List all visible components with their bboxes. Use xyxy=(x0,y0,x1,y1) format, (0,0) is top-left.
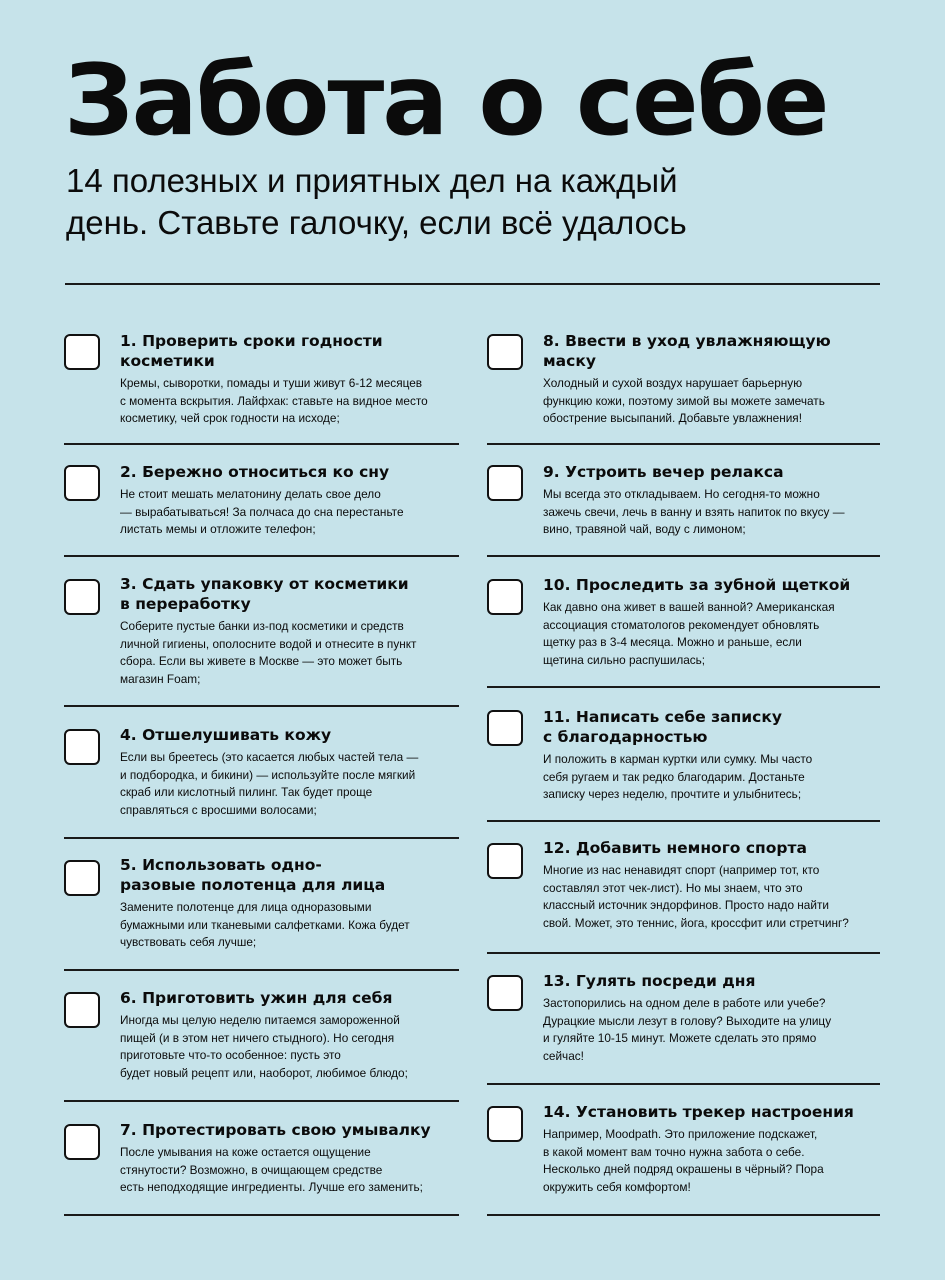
item-description: Соберите пустые банки из-под косметики и средств личной гигиены, ополосните водой и отнесите в пункт сбора. Если вы живете в Москве — это может быть магазин Foam; xyxy=(120,619,417,686)
item-title: 2. Бережно относиться ко сну xyxy=(120,463,390,481)
checkbox[interactable] xyxy=(64,579,100,615)
checkbox[interactable] xyxy=(487,843,523,879)
item-title: 10. Проследить за зубной щеткой xyxy=(543,576,851,594)
item-divider xyxy=(64,555,459,557)
checkbox[interactable] xyxy=(487,579,523,615)
item-description: После умывания на коже остается ощущение стянутости? Возможно, в очищающем средстве есть неподходящие ингредиенты. Лучше его заменить; xyxy=(120,1145,423,1194)
item-description: Замените полотенце для лица одноразовыми бумажными или тканевыми салфетками. Кожа будет чувствовать себя лучше; xyxy=(120,900,410,949)
item-title: 1. Проверить сроки годности косметики xyxy=(120,332,383,370)
item-title: 3. Сдать упаковку от косметики в переработку xyxy=(120,575,409,613)
item-title: 13. Гулять посреди дня xyxy=(543,972,756,990)
item-title: 8. Ввести в уход увлажняющую маску xyxy=(543,332,831,370)
checkbox[interactable] xyxy=(487,975,523,1011)
item-divider xyxy=(487,1214,880,1216)
item-title: 12. Добавить немного спорта xyxy=(543,839,807,857)
item-title: 5. Использовать одно- разовые полотенца для лица xyxy=(120,856,386,894)
item-description: Многие из нас ненавидят спорт (например тот, кто составлял этот чек-лист). Но мы знаем, что это классный источник эндорфинов. Просто надо найти свой. Может, это теннис, йога, кроссфит или стретчинг? xyxy=(543,863,849,930)
item-divider xyxy=(64,1214,459,1216)
page-title: Забота о себе xyxy=(64,44,828,158)
item-description: Холодный и сухой воздух нарушает барьерную функцию кожи, поэтому зимой вы можете замечать обострение высыпаний. Добавьте увлажнения! xyxy=(543,376,825,425)
header-divider xyxy=(65,283,880,285)
item-divider xyxy=(64,969,459,971)
checkbox[interactable] xyxy=(487,334,523,370)
item-divider xyxy=(64,705,459,707)
item-title: 4. Отшелушивать кожу xyxy=(120,726,332,744)
item-description: Как давно она живет в вашей ванной? Американская ассоциация стоматологов рекомендует обновлять щетку раз в 3-4 месяца. Можно и раньше, если щетина сильно распушилась; xyxy=(543,600,835,667)
item-description: Не стоит мешать мелатонину делать свое дело — вырабатываться! За полчаса до сна перестаньте листать мемы и отложите телефон; xyxy=(120,487,404,536)
item-title: 7. Протестировать свою умывалку xyxy=(120,1121,431,1139)
item-divider xyxy=(487,952,880,954)
item-description: Кремы, сыворотки, помады и туши живут 6-12 месяцев с момента вскрытия. Лайфхак: ставьте на видное место косметику, чей срок годности на исходе; xyxy=(120,376,428,425)
item-divider xyxy=(487,820,880,822)
item-title: 6. Приготовить ужин для себя xyxy=(120,989,393,1007)
checkbox[interactable] xyxy=(487,710,523,746)
checkbox[interactable] xyxy=(64,992,100,1028)
item-divider xyxy=(64,1100,459,1102)
item-description: Если вы бреетесь (это касается любых частей тела — и подбородка, и бикини) — используйте после мягкий скраб или кислотный пилинг. Так будет проще справляться с вросшими волосами; xyxy=(120,750,419,817)
checkbox[interactable] xyxy=(64,1124,100,1160)
checkbox[interactable] xyxy=(64,465,100,501)
item-description: И положить в карман куртки или сумку. Мы часто себя ругаем и так редко благодарим. Достаньте записку через неделю, прочтите и улыбнитесь; xyxy=(543,752,813,801)
item-divider xyxy=(487,686,880,688)
item-divider xyxy=(487,555,880,557)
checkbox[interactable] xyxy=(487,1106,523,1142)
item-title: 11. Написать себе записку с благодарностью xyxy=(543,708,782,746)
checkbox[interactable] xyxy=(487,465,523,501)
item-description: Застопорились на одном деле в работе или учебе? Дурацкие мысли лезут в голову? Выходите на улицу и гуляйте 10-15 минут. Можете сделать это прямо сейчас! xyxy=(543,996,832,1063)
item-divider xyxy=(64,837,459,839)
item-description: Мы всегда это откладываем. Но сегодня-то можно зажечь свечи, лечь в ванну и взять напиток по вкусу — вино, травяной чай, воду с лимоном; xyxy=(543,487,845,536)
page-subtitle: 14 полезных и приятных дел на каждый день. Ставьте галочку, если всё удалось xyxy=(66,162,687,241)
item-divider xyxy=(487,443,880,445)
item-divider xyxy=(487,1083,880,1085)
item-title: 14. Установить трекер настроения xyxy=(543,1103,854,1121)
item-title: 9. Устроить вечер релакса xyxy=(543,463,784,481)
item-description: Например, Moodpath. Это приложение подскажет, в какой момент вам точно нужна забота о себе. Несколько дней подряд окрашены в чёрный? Пора окружить себя комфортом! xyxy=(543,1127,824,1194)
checkbox[interactable] xyxy=(64,729,100,765)
checkbox[interactable] xyxy=(64,334,100,370)
checkbox[interactable] xyxy=(64,860,100,896)
item-divider xyxy=(64,443,459,445)
item-description: Иногда мы целую неделю питаемся замороженной пищей (и в этом нет ничего стыдного). Но сегодня приготовьте что-то особенное: пусть это будет новый рецепт или, наоборот, любимое блюдо; xyxy=(120,1013,408,1080)
